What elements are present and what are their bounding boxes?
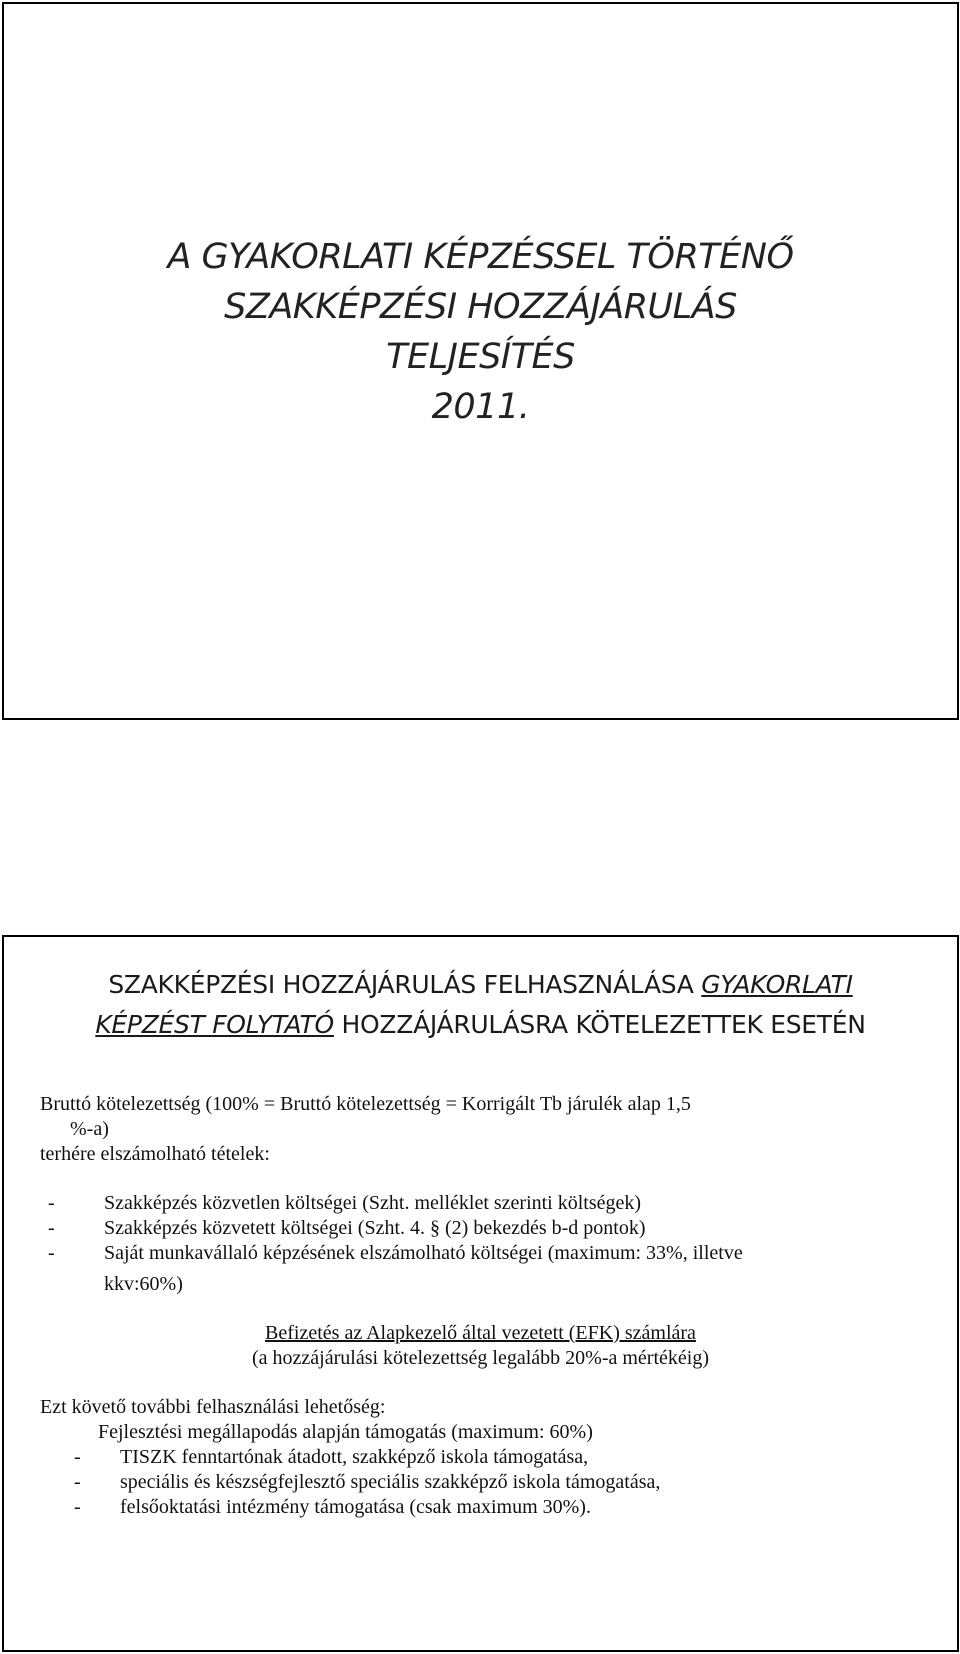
slide-2-title <box>4 965 957 1045</box>
title-line-4: 2011. <box>431 387 530 427</box>
payment-line: Befizetés az Alapkezelő által vezetett (EFK) számlára <box>265 1322 696 1344</box>
list-continuation: kkv:60%) <box>104 1273 183 1295</box>
list-item <box>40 1191 921 1216</box>
title-part-1: SZAKKÉPZÉSI HOZZÁJÁRULÁS FELHASZNÁLÁSA <box>108 970 694 999</box>
slide-2-body <box>40 1092 921 1520</box>
list-item-text: Szakképzés közvetett költségei (Szht. 4. § (2) bekezdés b-d pontok) <box>104 1217 646 1239</box>
list-item-text: Saját munkavállaló képzésének elszámolható költségei (maximum: 33%, illetve <box>104 1242 743 1264</box>
list-item <box>40 1495 921 1520</box>
intro-line-1: Bruttó kötelezettség (100% = Bruttó kötelezettség = Korrigált Tb járulék alap 1,5 <box>40 1093 691 1115</box>
intro-line-3: terhére elszámolható tételek: <box>40 1143 270 1165</box>
dash-marker: - <box>48 1192 55 1214</box>
further-heading: Ezt követő további felhasználási lehetőség: <box>40 1396 386 1418</box>
list-item-text: Szakképzés közvetlen költségei (Szht. melléklet szerinti költségek) <box>104 1192 642 1214</box>
further-sub: Fejlesztési megállapodás alapján támogatás (maximum: 60%) <box>98 1421 593 1443</box>
list-item <box>40 1241 921 1266</box>
list-item <box>40 1445 921 1470</box>
title-line-1: A GYAKORLATI KÉPZÉSSEL TÖRTÉNŐ <box>167 237 794 277</box>
list-item <box>40 1216 921 1241</box>
list-item-text: TISZK fenntartónak átadott, szakképző iskola támogatása, <box>120 1446 589 1468</box>
title-row-1 <box>4 965 957 1005</box>
dash-marker: - <box>48 1217 55 1239</box>
title-line-3: TELJESÍTÉS <box>386 337 575 377</box>
list-item <box>40 1470 921 1495</box>
dash-marker: - <box>74 1496 81 1518</box>
slide-1 <box>2 2 959 720</box>
title-part-2-suffix: KÉPZÉST FOLYTATÓ <box>95 1010 334 1039</box>
list-item-text: felsőoktatási intézmény támogatása (csak maximum 30%). <box>120 1496 591 1518</box>
dash-marker: - <box>48 1242 55 1264</box>
slide-1-title <box>4 232 957 432</box>
dash-marker: - <box>74 1471 81 1493</box>
title-part-3: HOZZÁJÁRULÁSRA KÖTELEZETTEK ESETÉN <box>341 1010 866 1039</box>
intro-line-2: %-a) <box>70 1118 109 1140</box>
dash-marker: - <box>74 1446 81 1468</box>
slide-2 <box>2 935 959 1652</box>
list-item-text: speciális és készségfejlesztő speciális szakképző iskola támogatása, <box>120 1471 661 1493</box>
title-part-2-prefix: GYAKORLATI <box>701 970 853 999</box>
title-line-2: SZAKKÉPZÉSI HOZZÁJÁRULÁS <box>224 287 737 327</box>
payment-sub: (a hozzájárulási kötelezettség legalább 20%-a mértékéig) <box>252 1347 709 1369</box>
title-row-2 <box>4 1005 957 1045</box>
